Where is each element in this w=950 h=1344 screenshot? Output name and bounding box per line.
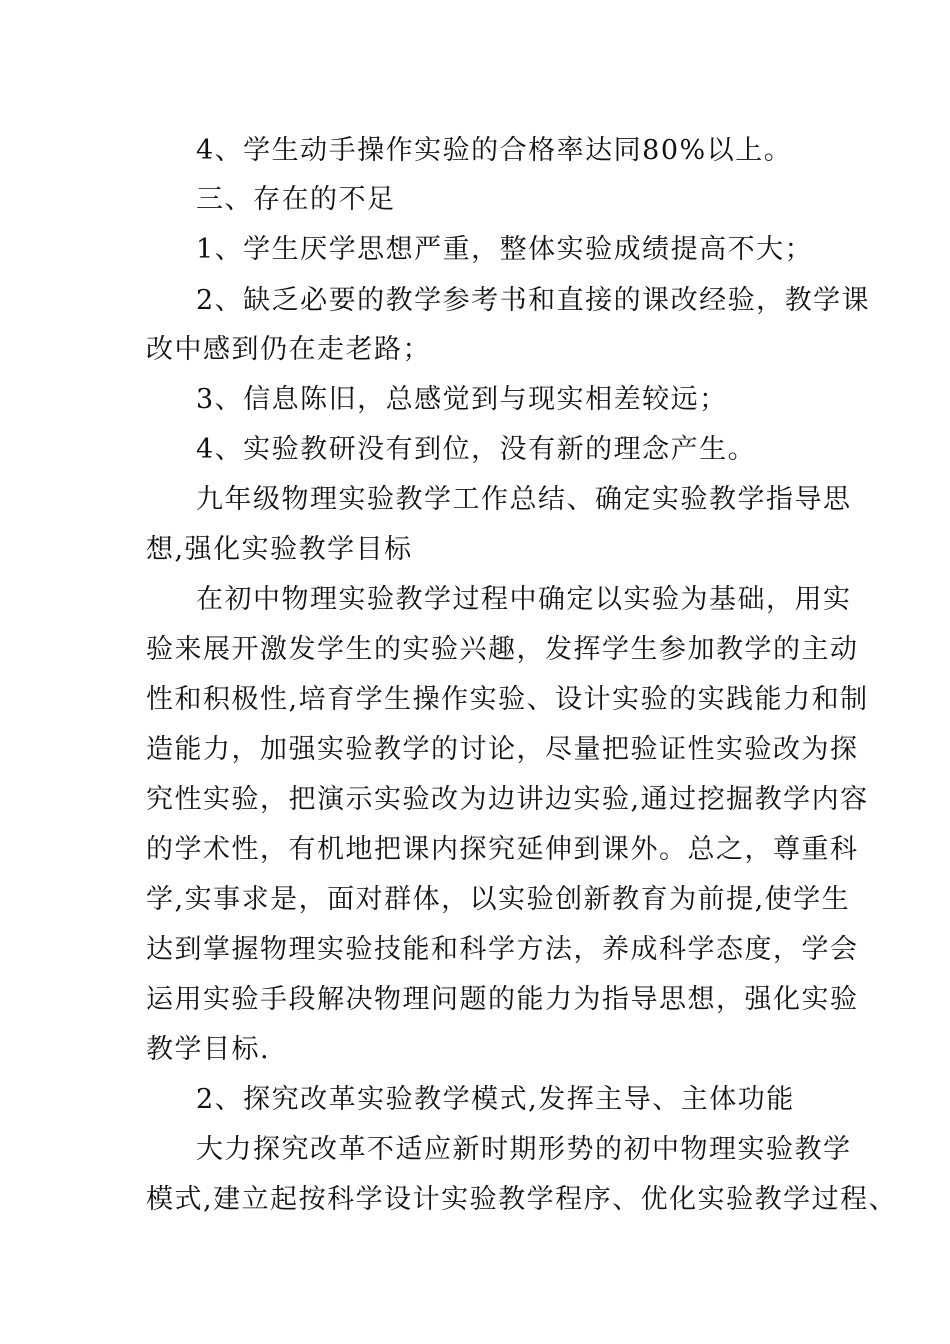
text-line: 的学术性，有机地把课内探究延伸到课外。总之，尊重科 — [146, 834, 859, 865]
text-line: 教学目标. — [146, 1034, 271, 1065]
text-line: 4、实验教研没有到位，没有新的理念产生。 — [196, 434, 757, 465]
text-line: 性和积极性,培育学生操作实验、设计实验的实践能力和制 — [146, 684, 869, 715]
text-line: 运用实验手段解决物理问题的能力为指导思想，强化实验 — [146, 984, 859, 1015]
text-line: 在初中物理实验教学过程中确定以实验为基础，用实 — [196, 584, 852, 615]
text-line: 改中感到仍在走老路； — [146, 334, 431, 365]
text-line: 模式,建立起按科学设计实验教学程序、优化实验教学过程、 — [146, 1184, 898, 1215]
text-line: 1、学生厌学思想严重，整体实验成绩提高不大； — [196, 234, 814, 265]
paragraph-heading: 九年级物理实验教学工作总结、确定实验教学指导思 — [196, 484, 852, 515]
text-line: 2、缺乏必要的教学参考书和直接的课改经验，教学课 — [196, 285, 871, 316]
text-line: 学,实事求是，面对群体，以实验创新教育为前提,使学生 — [146, 884, 851, 915]
text-line: 造能力，加强实验教学的讨论，尽量把验证性实验改为探 — [146, 734, 859, 765]
text-line: 验来展开激发学生的实验兴趣，发挥学生参加教学的主动 — [146, 634, 859, 665]
paragraph-heading: 想,强化实验教学目标 — [146, 534, 413, 565]
text-line: 4、学生动手操作实验的合格率达同80%以上。 — [196, 135, 793, 166]
paragraph-heading: 2、探究改革实验教学模式,发挥主导、主体功能 — [196, 1084, 795, 1115]
text-line: 究性实验，把演示实验改为边讲边实验,通过挖掘教学内容 — [146, 784, 869, 815]
text-line: 大力探究改革不适应新时期形势的初中物理实验教学 — [196, 1134, 852, 1165]
text-line: 3、信息陈旧，总感觉到与现实相差较远； — [196, 384, 728, 415]
section-heading: 三、存在的不足 — [196, 184, 396, 215]
text-line: 达到掌握物理实验技能和科学方法，养成科学态度，学会 — [146, 934, 859, 965]
